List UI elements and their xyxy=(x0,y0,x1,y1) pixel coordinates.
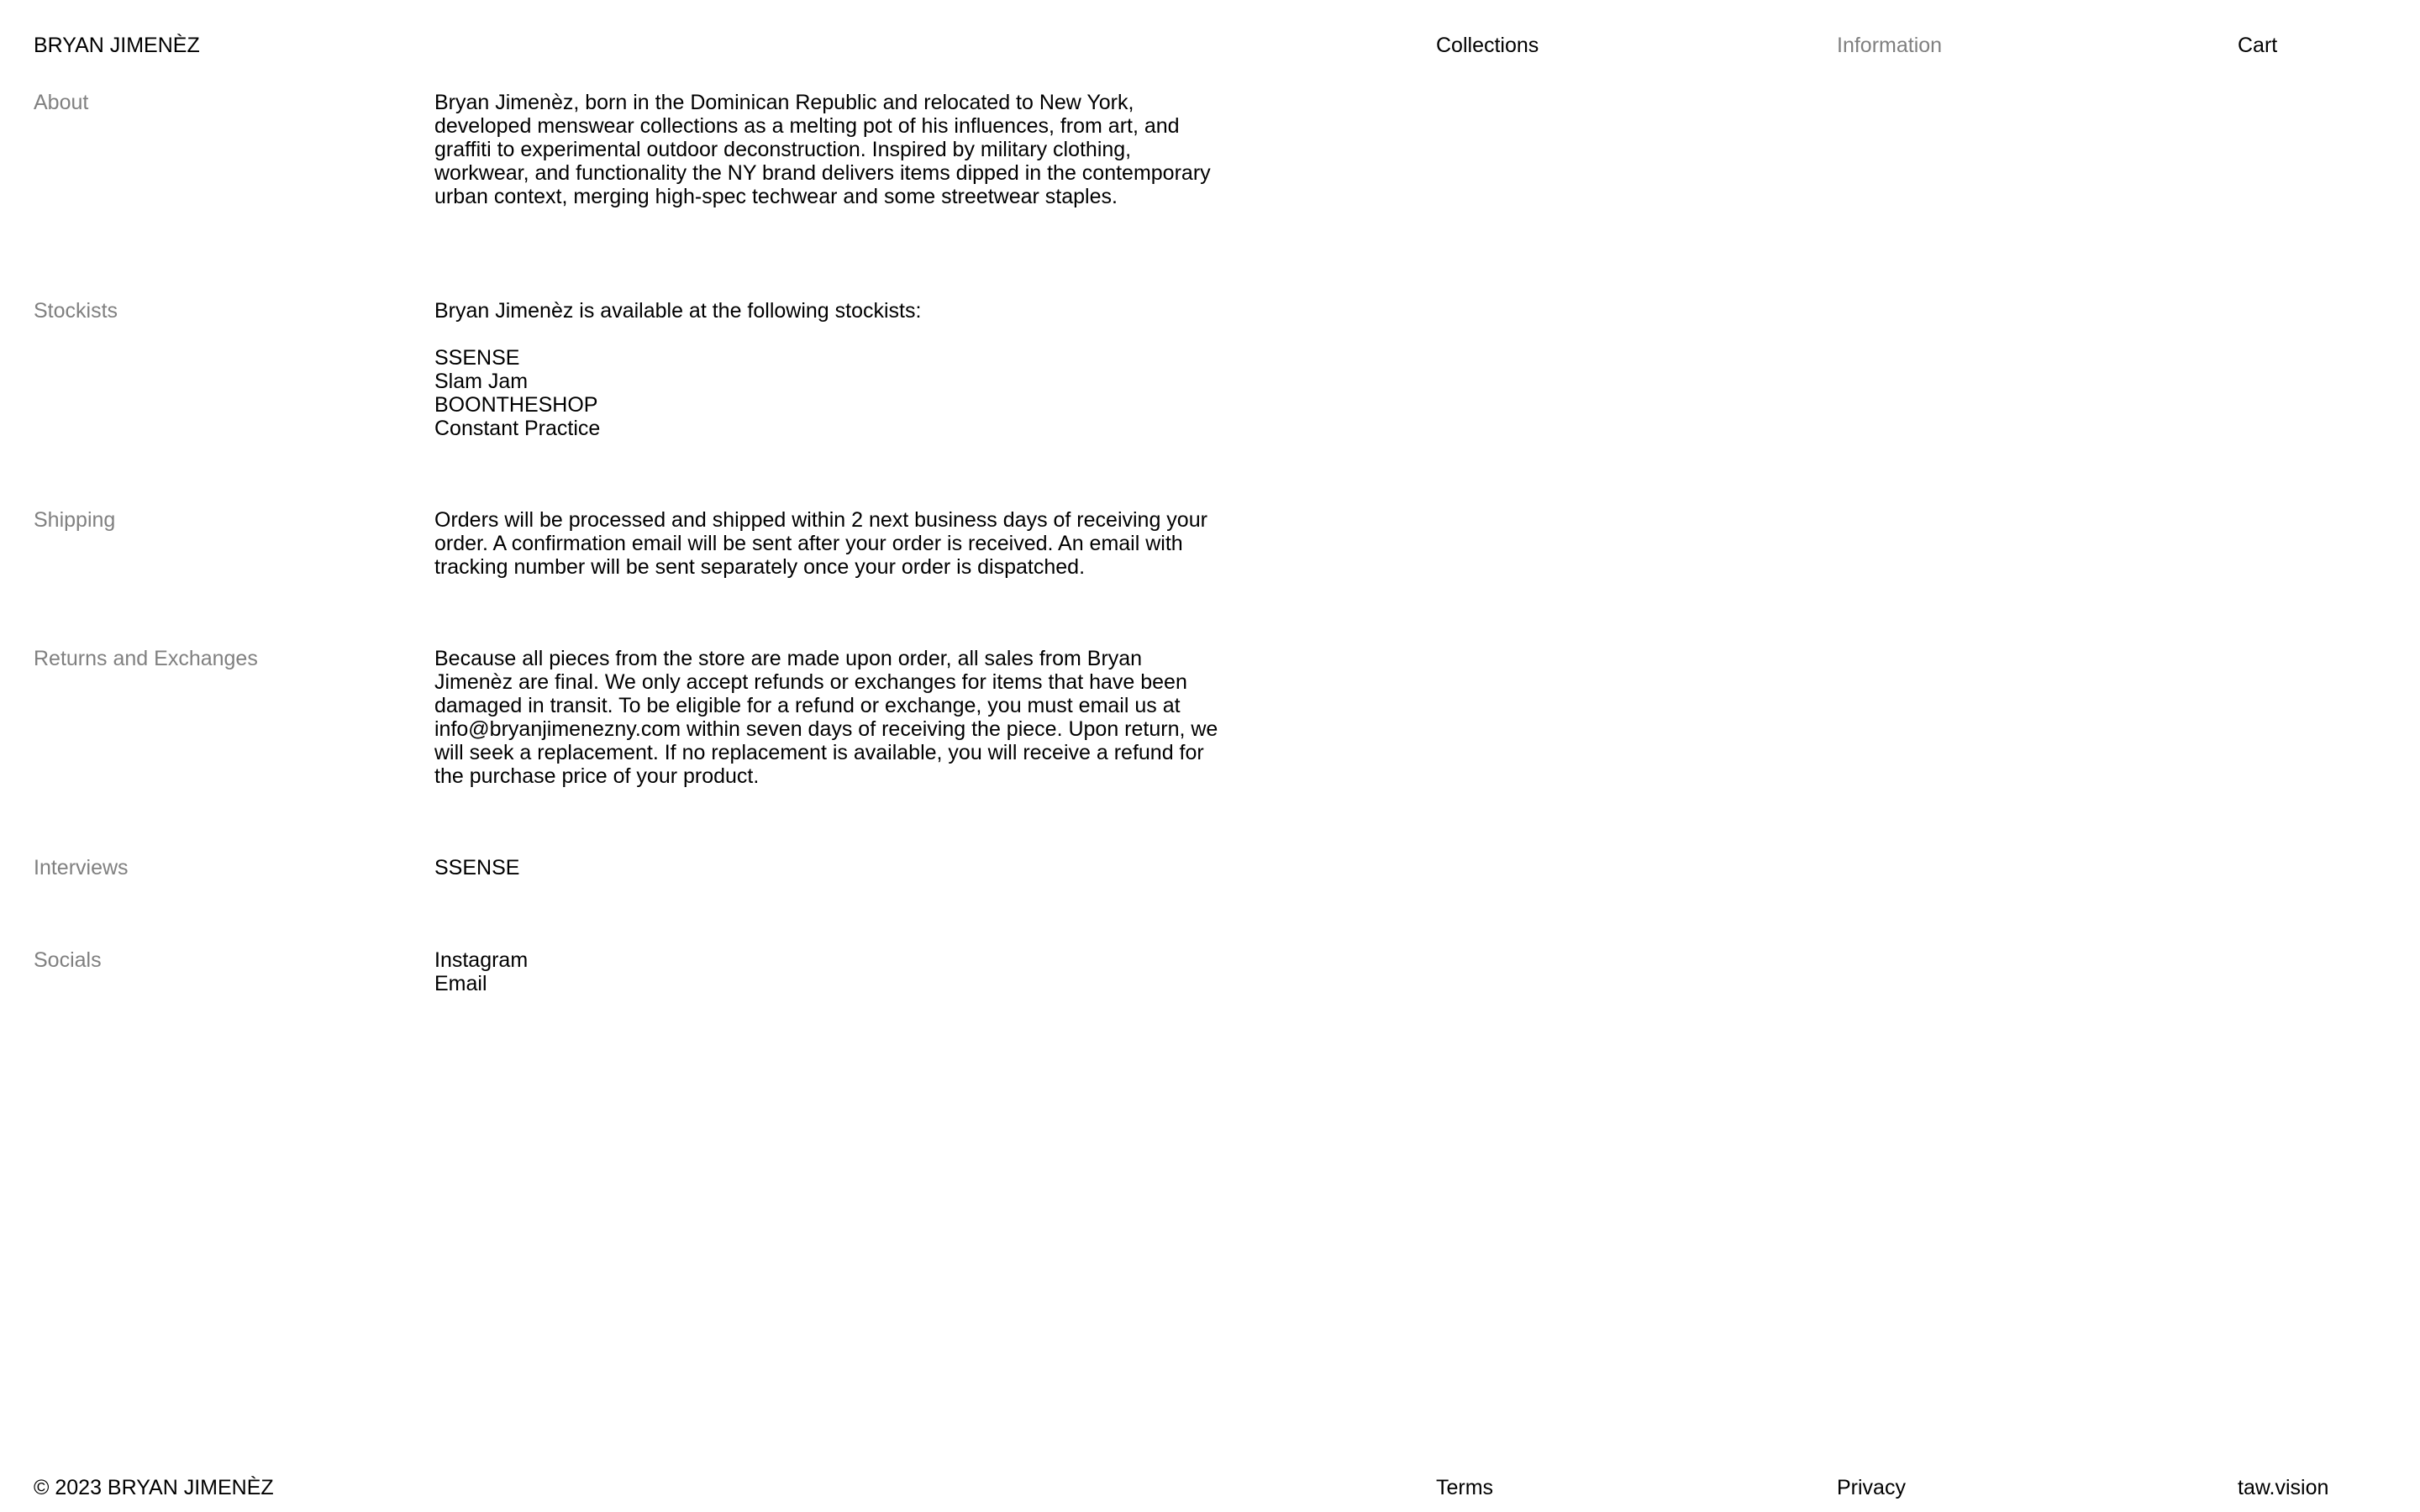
stockist-link-ssense[interactable]: SSENSE xyxy=(434,346,520,370)
shipping-paragraph: Orders will be processed and shipped within 2 next business days of receiving your order. A confirmation email will be sent after your order is received. An email with tracking number will be sent separately once your order is dispatched. xyxy=(434,508,1207,579)
about-paragraph: Bryan Jimenèz, born in the Dominican Republic and relocated to New York, developed menswear collections as a melting pot of his influences, from art, and graffiti to experimental outdoor deconstruction. Inspired by military clothing, workwear, and functionality the NY brand delivers items dipped in the contemporary urban context, merging high-spec techwear and some streetwear staples. xyxy=(434,91,1211,208)
section-label-returns: Returns and Exchanges xyxy=(34,647,258,670)
nav-cart[interactable]: Cart xyxy=(2238,34,2278,57)
returns-paragraph: Because all pieces from the store are made upon order, all sales from Bryan Jimenèz are final. We only accept refunds or exchanges for items that have been damaged in transit. To be eligible for a refund or exchange, you must email us at info@bryanjimenezny.com within seven days of receiving the piece. Upon return, we will seek a replacement. If no replacement is available, you will receive a refund for the purchase price of your product. xyxy=(434,647,1218,788)
nav-information[interactable]: Information xyxy=(1837,34,1943,57)
section-label-stockists: Stockists xyxy=(34,299,118,323)
socials-content xyxy=(434,948,1224,995)
about-text xyxy=(434,91,1224,208)
interview-link-ssense[interactable]: SSENSE xyxy=(434,856,520,879)
section-label-socials: Socials xyxy=(34,948,102,972)
interviews-content xyxy=(434,856,1224,879)
brand-logo-link[interactable]: BRYAN JIMENÈZ xyxy=(34,34,200,57)
social-link-email[interactable]: Email xyxy=(434,972,487,995)
footer-terms-link[interactable]: Terms xyxy=(1436,1476,1494,1499)
social-link-instagram[interactable]: Instagram xyxy=(434,948,529,972)
footer-credit-link[interactable]: taw.vision xyxy=(2238,1476,2329,1499)
section-label-about: About xyxy=(34,91,89,114)
stockist-link-slam-jam[interactable]: Slam Jam xyxy=(434,370,529,393)
stockists-content xyxy=(434,299,1224,440)
stockist-link-constant-practice[interactable]: Constant Practice xyxy=(434,417,601,440)
shipping-content xyxy=(434,508,1224,579)
nav-collections[interactable]: Collections xyxy=(1436,34,1539,57)
footer-copyright: © 2023 BRYAN JIMENÈZ xyxy=(34,1476,274,1499)
section-label-shipping: Shipping xyxy=(34,508,116,532)
section-label-interviews: Interviews xyxy=(34,856,129,879)
footer-privacy-link[interactable]: Privacy xyxy=(1837,1476,1906,1499)
stockists-intro: Bryan Jimenèz is available at the following stockists: xyxy=(434,299,922,323)
stockist-link-boontheshop[interactable]: BOONTHESHOP xyxy=(434,393,598,417)
returns-content xyxy=(434,647,1224,788)
